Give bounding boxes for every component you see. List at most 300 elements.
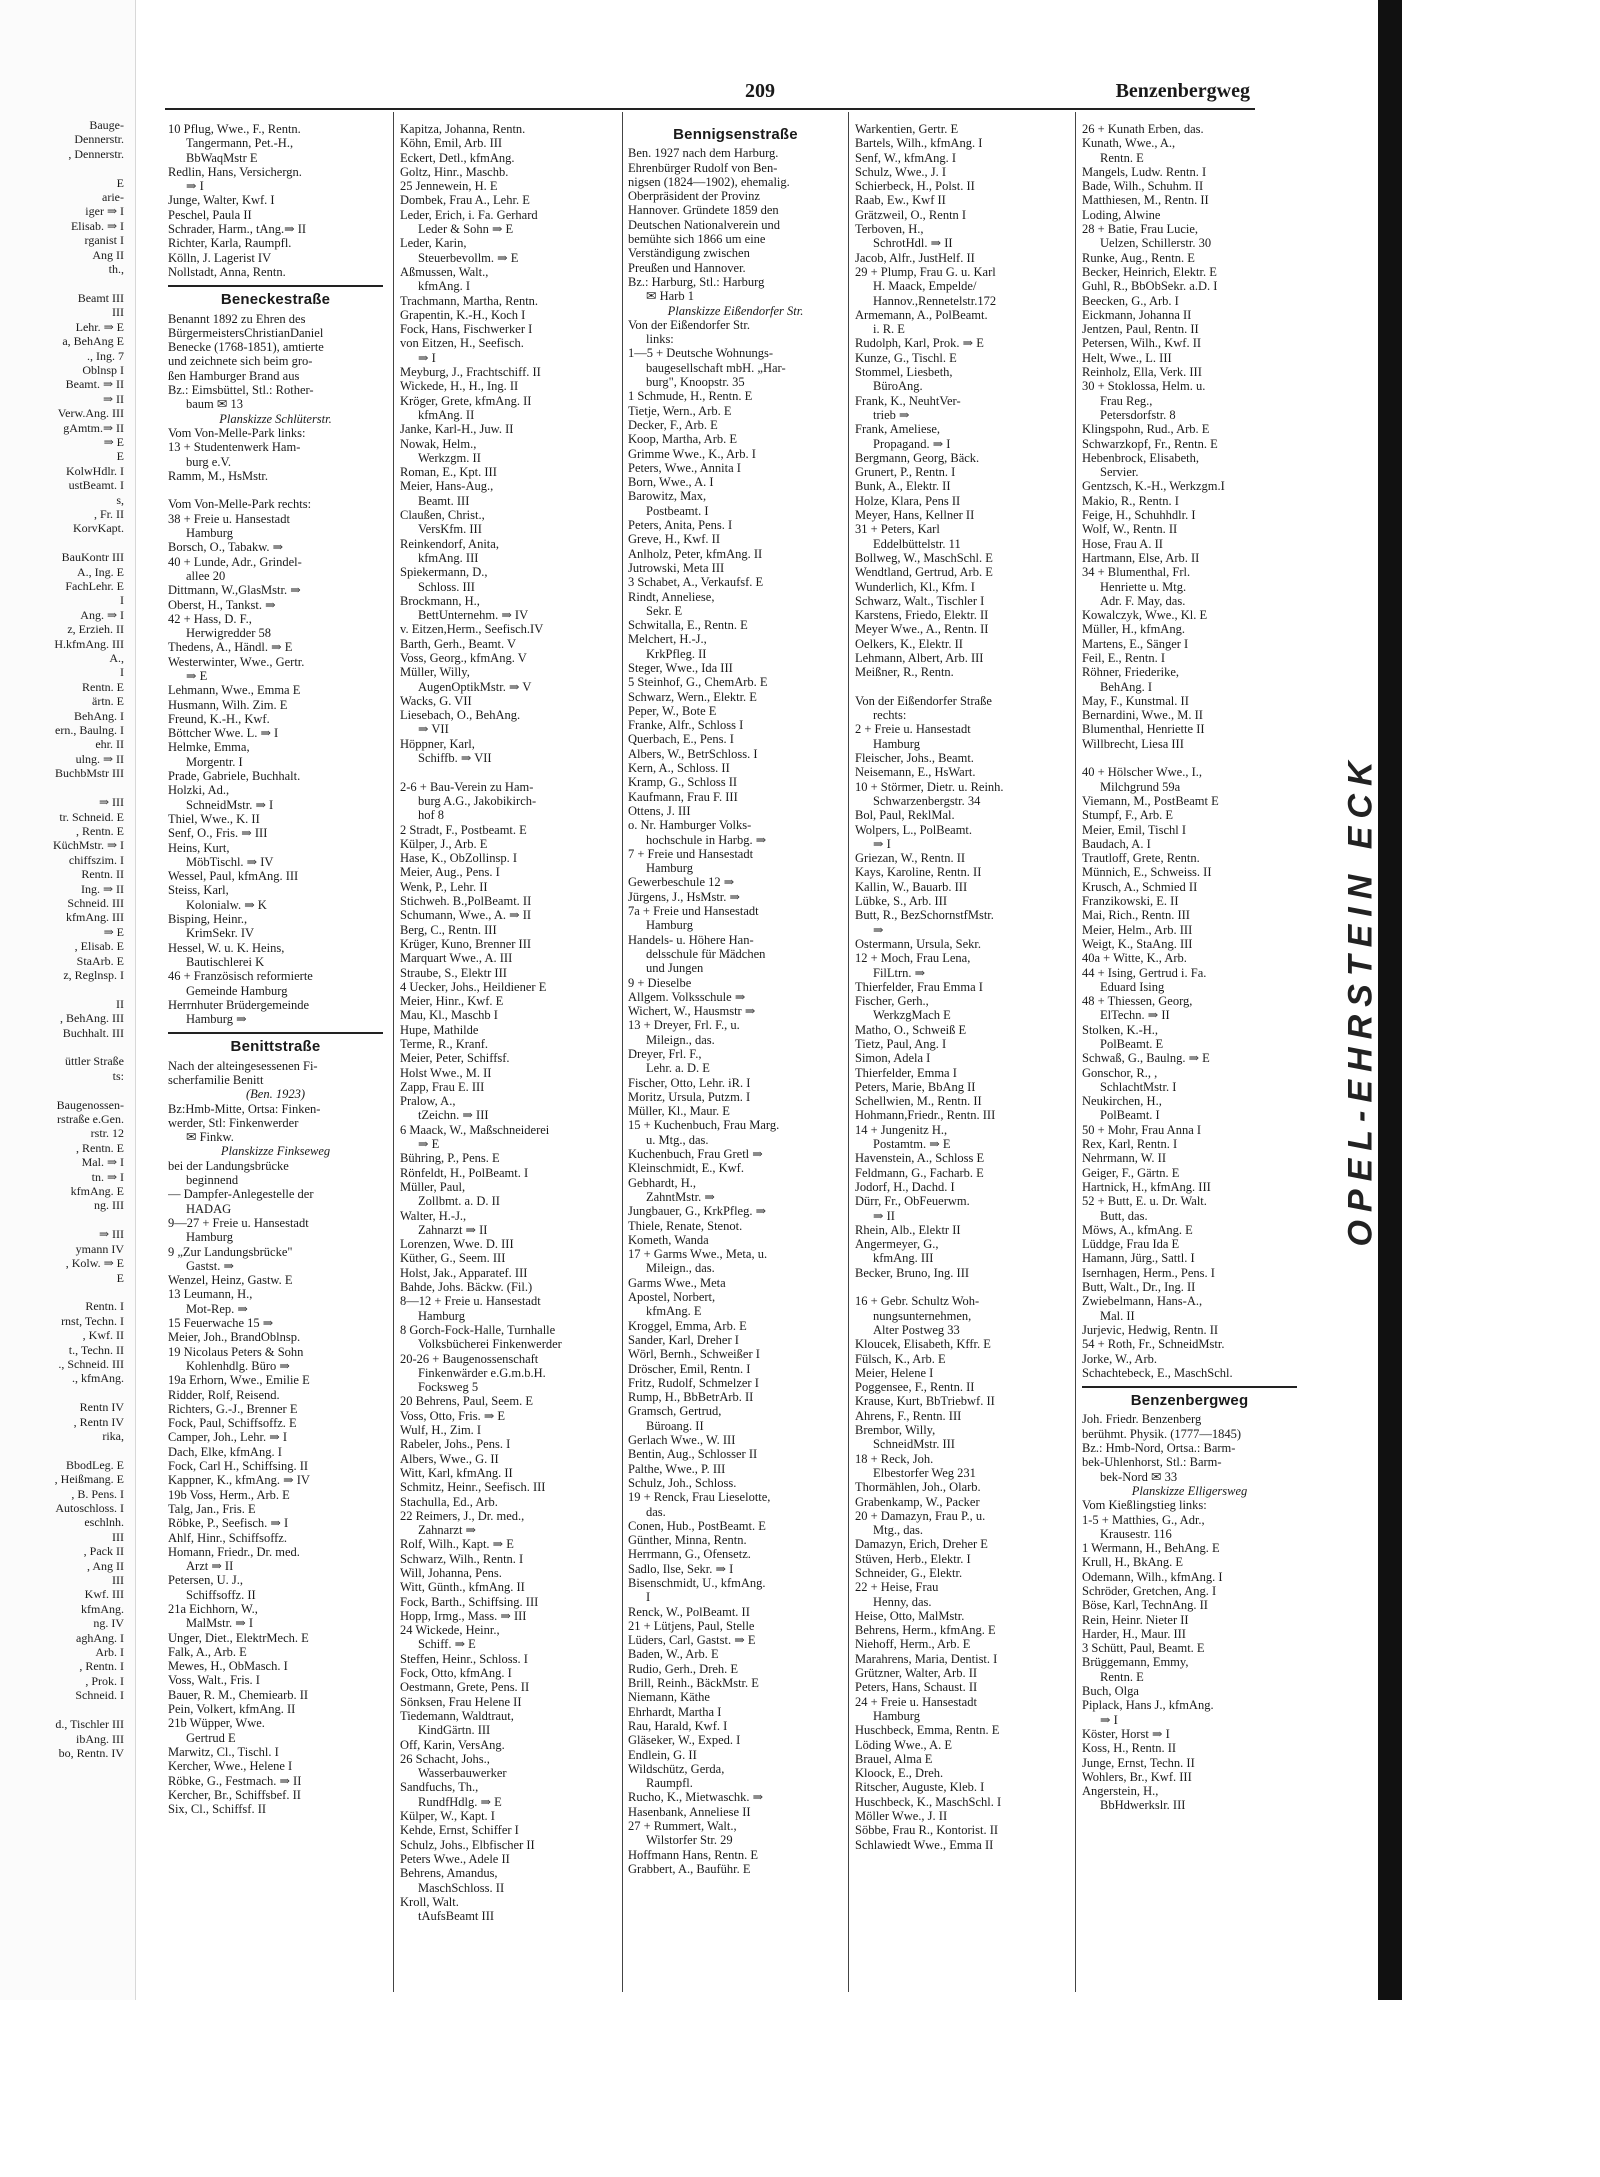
directory-entry: Fischer, Otto, Lehr. iR. I: [628, 1075, 751, 1090]
edge-fragment: E: [116, 449, 124, 464]
entry-continuation: Schiffsoffz. II: [186, 1587, 256, 1602]
directory-entry: 22 Reimers, J., Dr. med.,: [400, 1508, 525, 1523]
edge-fragment: kfmAng.: [81, 1601, 124, 1616]
directory-entry: Gerlach Wwe., W. III: [628, 1433, 736, 1448]
directory-entry: Fock, Barth., Schiffsing. III: [400, 1594, 539, 1609]
entry-continuation: Mal. II: [1100, 1308, 1135, 1323]
directory-entry: Meyer, Hans, Kellner II: [855, 508, 975, 523]
directory-entry: Bergmann, Georg, Bäck.: [855, 450, 980, 465]
edge-fragment: E: [116, 175, 124, 190]
directory-entry: 48 + Thiessen, Georg,: [1082, 994, 1193, 1009]
directory-entry: 38 + Freie u. Hansestadt: [168, 511, 290, 526]
directory-entry: Melchert, H.-J.,: [628, 632, 707, 647]
directory-entry: 1 Wermann, H., BehAng. E: [1082, 1541, 1220, 1556]
directory-entry: Rudio, Gerh., Dreh. E: [628, 1661, 739, 1676]
directory-entry: Peters, Marie, BbAng II: [855, 1079, 976, 1094]
directory-entry: 15 + Kuchenbuch, Frau Marg.: [628, 1118, 780, 1133]
vertical-advert-strip: [1341, 150, 1380, 1850]
directory-entry: werder, Stl: Finkenwerder: [168, 1115, 299, 1130]
edge-fragment: , Heißmang. E: [54, 1472, 124, 1487]
section-rule: [168, 285, 383, 287]
edge-fragment: z, Reglnsp. I: [63, 967, 124, 982]
directory-entry: Voss, Otto, Fris. ⇒ E: [400, 1408, 506, 1423]
entry-continuation: KindGärtn. III: [418, 1723, 491, 1738]
entry-continuation: Volksbücherei Finkenwerder: [418, 1337, 562, 1352]
directory-entry: Schulz, Wwe., J. I: [855, 164, 947, 179]
directory-entry: Wunderlich, Kl., Kfm. I: [855, 579, 975, 594]
directory-entry: Trachmann, Martha, Rentn.: [400, 293, 539, 308]
directory-entry: Tietje, Wern., Arb. E: [628, 403, 732, 418]
directory-entry: Bisping, Heinr.,: [168, 912, 248, 927]
directory-entry: Ramm, M., HsMstr.: [168, 468, 269, 483]
entry-continuation: Butt, das.: [1100, 1208, 1148, 1223]
directory-entry: Joh. Friedr. Benzenberg: [1082, 1412, 1202, 1427]
entry-continuation: I: [646, 1590, 651, 1605]
directory-entry: Jorke, W., Arb.: [1082, 1351, 1157, 1366]
edge-fragment: bo, Rentn. IV: [58, 1745, 124, 1760]
edge-fragment: Lehr. ⇒ E: [75, 319, 124, 334]
directory-entry: Fock, Otto, kfmAng. I: [400, 1666, 512, 1681]
entry-continuation: Mtg., das.: [873, 1523, 923, 1538]
directory-entry: 19 Nicolaus Peters & Sohn: [168, 1344, 304, 1359]
entry-continuation: AugenOptikMstr. ⇒ V: [418, 679, 532, 694]
entry-continuation: Finkenwärder e.G.m.b.H.: [418, 1365, 546, 1380]
directory-entry: Harder, H., Maur. III: [1082, 1626, 1186, 1641]
entry-continuation: burg", Knoopstr. 35: [646, 375, 745, 390]
directory-entry: Sandfuchs, Th.,: [400, 1780, 479, 1795]
directory-entry: Grützner, Walter, Arb. II: [855, 1666, 978, 1681]
directory-entry: 3 Schütt, Paul, Beamt. E: [1082, 1641, 1205, 1656]
directory-entry: 7 + Freie und Hansestadt: [628, 846, 754, 861]
directory-entry: Vom Von-Melle-Park rechts:: [168, 497, 312, 512]
entry-continuation: Schiffb. ⇒ VII: [418, 751, 492, 766]
street-heading: Benittstraße: [230, 1038, 321, 1056]
directory-entry: [855, 1280, 1070, 1294]
directory-entry: Handels- u. Höhere Han-: [628, 932, 754, 947]
directory-entry: Schierbeck, H., Polst. II: [855, 179, 975, 194]
directory-entry: 17 + Garms Wwe., Meta, u.: [628, 1247, 768, 1262]
directory-entry: 20 Behrens, Paul, Seem. E: [400, 1394, 533, 1409]
edge-fragment: ⇒ III: [98, 1227, 124, 1242]
directory-entry: Dreyer, Frl. F.,: [628, 1047, 702, 1061]
directory-entry: Kloock, E., Dreh.: [855, 1766, 944, 1781]
entry-continuation: Mot-Rep. ⇒: [186, 1301, 248, 1316]
edge-fragment: III: [112, 1573, 124, 1588]
directory-entry: Lüders, Carl, Gastst. ⇒ E: [628, 1633, 756, 1648]
directory-entry: 2-6 + Bau-Verein zu Ham-: [400, 779, 534, 794]
directory-entry: Baudach, A. I: [1082, 836, 1151, 851]
directory-entry: Grimme Wwe., K., Arb. I: [628, 446, 756, 461]
directory-entry: 40 + Hölscher Wwe., I.,: [1082, 765, 1202, 780]
directory-entry: Peters Wwe., Adele II: [400, 1851, 510, 1866]
directory-entry: Born, Wwe., A. I: [628, 475, 714, 490]
directory-entry: Koss, H., Rentn. II: [1082, 1741, 1177, 1756]
directory-entry: Hupe, Mathilde: [400, 1022, 479, 1037]
directory-entry: 16 + Gebr. Schultz Woh-: [855, 1294, 980, 1309]
directory-entry: Oestmann, Grete, Pens. II: [400, 1680, 530, 1695]
directory-entry: Thiel, Wwe., K. II: [168, 811, 260, 826]
directory-entry: 28 + Batie, Frau Lucie,: [1082, 222, 1199, 237]
directory-entry: Böttcher Wwe. L. ⇒ I: [168, 726, 279, 741]
directory-entry: Külper, J., Arb. E: [400, 836, 488, 851]
directory-entry: Terboven, H.,: [855, 222, 924, 237]
edge-fragment: d., Tischler III: [55, 1717, 124, 1732]
directory-entry: Aßmussen, Walt.,: [400, 264, 489, 279]
directory-entry: [400, 765, 615, 779]
directory-entry: Möws, A., kfmAng. E: [1082, 1222, 1193, 1237]
directory-entry: Spiekermann, D.,: [400, 565, 488, 580]
directory-entry: Lüddge, Frau Ida E: [1082, 1237, 1180, 1252]
edge-fragment: ärtn. E: [92, 694, 124, 709]
entry-continuation: kfmAng. II: [418, 407, 475, 422]
directory-entry: Claußen, Christ.,: [400, 508, 485, 523]
directory-entry: Bauer, R. M., Chemiearb. II: [168, 1687, 309, 1702]
plan-reference: Planskizze Schlüterstr.: [219, 411, 332, 426]
directory-entry: Neisemann, E., HsWart.: [855, 765, 976, 780]
entry-continuation: das.: [646, 1504, 666, 1519]
directory-entry: Garms Wwe., Meta: [628, 1275, 726, 1290]
directory-entry: Bz.: Harburg, Stl.: Harburg: [628, 274, 765, 289]
directory-entry: 15 Feuerwache 15 ⇒: [168, 1316, 274, 1331]
directory-entry: Querbach, E., Pens. I: [628, 732, 734, 747]
directory-entry: Thierfelder, Frau Emma I: [855, 979, 983, 994]
directory-entry: [855, 680, 1070, 694]
entry-continuation: und Jungen: [646, 961, 704, 976]
entry-continuation: Kolonialw. ⇒ K: [186, 897, 267, 912]
directory-entry: Janke, Karl-H., Juw. II: [400, 422, 514, 437]
directory-entry: Witt, Karl, kfmAng. II: [400, 1465, 513, 1480]
directory-entry: Helt, Wwe., L. III: [1082, 350, 1172, 365]
directory-entry: Kallin, W., Bauarb. III: [855, 879, 968, 894]
directory-entry: Geiger, F., Gärtn. E: [1082, 1165, 1180, 1180]
edge-fragment: Schneid. III: [67, 895, 124, 910]
directory-entry: Gonschor, R., ,: [1082, 1065, 1158, 1080]
edge-fragment: [0, 1083, 128, 1097]
directory-entry: Off, Karin, VersAng.: [400, 1737, 505, 1752]
entry-continuation: links:: [646, 332, 674, 347]
entry-continuation: Krausestr. 116: [1100, 1526, 1172, 1541]
entry-continuation: Tangermann, Pet.-H.,: [186, 136, 294, 151]
edge-fragment: BbodLeg. E: [66, 1457, 124, 1472]
directory-entry: Sadlo, Ilse, Sekr. ⇒ I: [628, 1561, 734, 1576]
directory-entry: Rump, H., BbBetrArb. II: [628, 1390, 754, 1405]
entry-continuation: Hamburg ⇒: [186, 1012, 247, 1027]
directory-entry: bei der Landungsbrücke: [168, 1158, 289, 1173]
directory-entry: Mai, Rich., Rentn. III: [1082, 908, 1190, 923]
directory-entry: Thiele, Renate, Stenot.: [628, 1218, 743, 1233]
directory-entry: Fock, Carl H., Schiffsing. II: [168, 1459, 309, 1474]
edge-fragment: A.,: [109, 651, 124, 666]
directory-entry: 12 + Moch, Frau Lena,: [855, 951, 971, 966]
directory-entry: Fock, Hans, Fischwerker I: [400, 322, 533, 337]
entry-continuation: Steuerbevollm. ⇒ E: [418, 250, 519, 265]
directory-entry: Löding Wwe., A. E: [855, 1737, 952, 1752]
directory-entry: Feldmann, G., Facharb. E: [855, 1165, 984, 1180]
entry-continuation: Lehr. a. D. E: [646, 1061, 710, 1076]
directory-entry: Becker, Bruno, Ing. III: [855, 1265, 970, 1280]
entry-continuation: FilLtrn. ⇒: [873, 965, 926, 980]
directory-entry: 24 + Freie u. Hansestadt: [855, 1694, 977, 1709]
directory-entry: Kowalczyk, Wwe., Kl. E: [1082, 608, 1208, 623]
directory-entry: Lorenzen, Wwe. D. III: [400, 1237, 514, 1252]
directory-entry: Kroll, Walt.: [400, 1894, 459, 1909]
directory-entry: Schröder, Gretchen, Ang. I: [1082, 1583, 1217, 1598]
entry-continuation: Hamburg: [186, 526, 233, 541]
directory-entry: Huschbeck, Emma, Rentn. E: [855, 1723, 1000, 1738]
directory-entry: Meier, Helene I: [855, 1365, 934, 1380]
edge-fragment: , Kolw. ⇒ E: [65, 1256, 124, 1271]
directory-entry: Anlholz, Peter, kfmAng. II: [628, 546, 763, 561]
directory-entry: Ehrhardt, Martha I: [628, 1704, 722, 1719]
column-4: [855, 122, 1070, 1992]
directory-entry: Klingspohn, Rud., Arb. E: [1082, 422, 1210, 437]
directory-entry: Junge, Ernst, Techn. II: [1082, 1755, 1195, 1770]
directory-entry: Thormählen, Joh., Olarb.: [855, 1480, 981, 1495]
directory-entry: Wolpers, L., PolBeamt.: [855, 822, 973, 837]
directory-entry: Homann, Friedr., Dr. med.: [168, 1544, 300, 1559]
directory-entry: Trautloff, Grete, Rentn.: [1082, 851, 1200, 866]
directory-entry: Albers, W., BetrSchloss. I: [628, 746, 758, 761]
directory-entry: 3 Schabet, A., Verkaufsf. E: [628, 575, 764, 590]
directory-entry: Kehde, Ernst, Schiffer I: [400, 1823, 519, 1838]
entry-continuation: Mileign., das.: [646, 1032, 715, 1047]
directory-entry: Zapp, Frau E. III: [400, 1079, 485, 1094]
entry-continuation: H. Maack, Empelde/: [873, 279, 977, 294]
directory-entry: Huschbeck, K., MaschSchl. I: [855, 1794, 1002, 1809]
directory-entry: Ottens, J. III: [628, 803, 691, 818]
directory-entry: Meier, Emil, Tischl I: [1082, 822, 1187, 837]
entry-continuation: Kohlenhdlg. Büro ⇒: [186, 1358, 290, 1373]
directory-entry: Meißner, R., Rentn.: [855, 665, 954, 680]
directory-entry: Husmann, Wilh. Zim. E: [168, 697, 288, 712]
directory-entry: Wenzel, Heinz, Gastw. E: [168, 1273, 293, 1288]
directory-entry: von Eitzen, H., Seefisch.: [400, 336, 524, 351]
directory-entry: Apostel, Norbert,: [628, 1290, 716, 1305]
column-divider: [848, 112, 849, 1992]
directory-entry: Wohlers, Br., Kwf. III: [1082, 1769, 1192, 1784]
directory-entry: Oelkers, K., Elektr. II: [855, 636, 963, 651]
edge-fragment: ehr. II: [95, 737, 124, 752]
directory-entry: Will, Johanna, Pens.: [400, 1565, 502, 1580]
directory-entry: und zeichnete sich beim gro-: [168, 354, 313, 369]
directory-entry: Bol, Paul, ReklMal.: [855, 808, 955, 823]
directory-entry: Voss, Georg., kfmAng. V: [400, 650, 527, 665]
entry-continuation: PolBeamt. E: [1100, 1037, 1164, 1051]
edge-fragment: ts:: [112, 1068, 124, 1083]
directory-entry: Nehrmann, W. II: [1082, 1151, 1167, 1166]
edge-fragment: , Rentn IV: [73, 1414, 124, 1429]
directory-entry: Hose, Frau A. II: [1082, 536, 1163, 551]
edge-fragment: rganist I: [84, 233, 124, 248]
directory-entry: Rau, Harald, Kwf. I: [628, 1718, 728, 1733]
street-heading: Bennigsenstraße: [673, 126, 798, 143]
directory-entry: nigsen (1824—1902), ehemalig.: [628, 174, 790, 189]
directory-entry: Allgem. Volksschule ⇒: [628, 989, 746, 1004]
header-rule: [165, 108, 1255, 110]
edge-fragment: ibAng. III: [76, 1731, 124, 1746]
directory-entry: Bentin, Aug., Schlosser II: [628, 1447, 758, 1462]
directory-entry: 2 + Freie u. Hansestadt: [855, 722, 971, 737]
directory-entry: Bartels, Wilh., kfmAng. I: [855, 136, 983, 151]
directory-entry: Schwarz, Wilh., Rentn. I: [400, 1551, 524, 1566]
edge-fragment: rstr. 12: [90, 1126, 124, 1141]
directory-entry: Koop, Martha, Arb. E: [628, 432, 738, 447]
directory-entry: Peschel, Paula II: [168, 207, 252, 222]
directory-entry: Sander, Karl, Dreher I: [628, 1332, 739, 1347]
edge-fragment: III: [112, 1529, 124, 1544]
edge-fragment: , Elisab. E: [74, 939, 124, 954]
edge-fragment: ., kfmAng.: [72, 1371, 124, 1386]
edge-fragment: Schneid. I: [75, 1688, 124, 1703]
entry-continuation: baum ✉ 13: [186, 397, 243, 412]
entry-continuation: SchlachtMstr. I: [1100, 1079, 1177, 1094]
directory-entry: Rindt, Anneliese,: [628, 589, 715, 604]
entry-continuation: i. R. E: [873, 322, 905, 337]
edge-fragment: Bauge-: [89, 118, 124, 132]
directory-entry: Guhl, R., BbObSekr. a.D. I: [1082, 279, 1218, 294]
directory-entry: Senf, O., Fris. ⇒ III: [168, 826, 268, 841]
edge-fragment: ng. III: [94, 1198, 124, 1213]
directory-entry: Richters, G.-J., Brenner E: [168, 1401, 298, 1416]
section-rule: [1082, 1386, 1297, 1388]
directory-entry: 30 + Stoklossa, Helm. u.: [1082, 379, 1206, 394]
directory-entry: Hopp, Irmg., Mass. ⇒ III: [400, 1608, 527, 1623]
directory-entry: Kaufmann, Frau F. III: [628, 789, 738, 804]
directory-entry: 22 + Heise, Frau: [855, 1580, 939, 1595]
directory-entry: Gebhardt, H.,: [628, 1175, 697, 1190]
directory-entry: Wörl, Bernh., Schweißer I: [628, 1347, 760, 1362]
entry-continuation: Zollbmt. a. D. II: [418, 1194, 500, 1209]
directory-entry: Steffen, Heinr., Schloss. I: [400, 1651, 528, 1666]
directory-entry: 19b Voss, Herm., Arb. E: [168, 1487, 290, 1502]
directory-entry: Six, Cl., Schiffsf. II: [168, 1802, 267, 1817]
entry-continuation: ✉ Harb 1: [646, 289, 694, 304]
directory-entry: Bz:Hmb-Mitte, Ortsa: Finken-: [168, 1101, 321, 1116]
directory-entry: Külper, W., Kapt. I: [400, 1809, 495, 1824]
edge-fragment: [0, 1443, 128, 1457]
directory-entry: Odemann, Wilh., kfmAng. I: [1082, 1569, 1223, 1584]
directory-entry: Stommel, Liesbeth,: [855, 365, 953, 380]
edge-fragment: ⇒ III: [98, 795, 124, 810]
directory-entry: Runke, Aug., Rentn. E: [1082, 250, 1195, 265]
directory-entry: Roman, E., Kpt. III: [400, 465, 497, 480]
directory-entry: Griezan, W., Rentn. II: [855, 851, 966, 866]
entry-continuation: Rentn. E: [1100, 150, 1144, 165]
entry-continuation: ⇒ E: [418, 1137, 440, 1152]
directory-entry: Matho, O., Schweiß E: [855, 1022, 967, 1037]
directory-entry: Schwitalla, E., Rentn. E: [628, 618, 748, 633]
directory-entry: Schellwien, M., Rentn. II: [855, 1094, 982, 1109]
directory-entry: Wulf, H., Zim. I: [400, 1423, 482, 1438]
entry-continuation: Alter Postweg 33: [873, 1322, 960, 1337]
directory-entry: 20-26 + Baugenossenschaft: [400, 1351, 539, 1366]
directory-entry: Schwarz, Walt., Tischler I: [855, 593, 985, 608]
entry-continuation: bek-Nord ✉ 33: [1100, 1469, 1178, 1484]
directory-entry: 2 Stradt, F., Postbeamt. E: [400, 822, 527, 837]
directory-entry: Unger, Diet., ElektrMech. E: [168, 1630, 309, 1645]
directory-entry: Becker, Heinrich, Elektr. E: [1082, 264, 1217, 279]
edge-fragment: üttler Straße: [65, 1054, 124, 1069]
entry-continuation: Leder & Sohn ⇒ E: [418, 222, 514, 237]
entry-continuation: ⇒ I: [873, 836, 891, 851]
edge-fragment: [0, 536, 128, 550]
entry-continuation: MaschSchloss. II: [418, 1880, 505, 1895]
directory-entry: Niemann, Käthe: [628, 1690, 710, 1705]
column-3: [628, 122, 843, 1992]
directory-entry: Steiss, Karl,: [168, 883, 229, 898]
directory-entry: 54 + Roth, Fr., SchneidMstr.: [1082, 1337, 1225, 1352]
directory-entry: Röbke, G., Festmach. ⇒ II: [168, 1773, 302, 1788]
directory-entry: Weigt, K., StaAng. III: [1082, 936, 1193, 951]
directory-entry: Wichert, W., Hausmstr ⇒: [628, 1004, 756, 1019]
directory-entry: Hamann, Jürg., Sattl. I: [1082, 1251, 1195, 1266]
directory-entry: Kays, Karoline, Rentn. II: [855, 865, 982, 880]
edge-fragment: arie-: [102, 190, 124, 205]
directory-entry: Rolf, Wilh., Kapt. ⇒ E: [400, 1537, 514, 1552]
directory-entry: Kunze, G., Tischl. E: [855, 350, 957, 365]
entry-continuation: Focksweg 5: [418, 1380, 479, 1395]
directory-entry: 19 + Renck, Frau Lieselotte,: [628, 1490, 771, 1505]
directory-entry: Fock, Paul, Schiffsoffz. E: [168, 1416, 297, 1431]
entry-continuation: Uelzen, Schillerstr. 30: [1100, 236, 1212, 251]
directory-entry: Grabenkamp, W., Packer: [855, 1494, 980, 1509]
directory-entry: Schrader, Harm., tAng.⇒ II: [168, 222, 307, 237]
directory-entry: Bade, Wilh., Schuhm. II: [1082, 179, 1204, 194]
edge-fragment: II: [116, 996, 124, 1011]
directory-entry: Mewes, H., ObMasch. I: [168, 1659, 288, 1674]
directory-entry: Marwitz, Cl., Tischl. I: [168, 1744, 279, 1759]
edge-fragment: KolwHdlr. I: [66, 463, 124, 478]
directory-entry: Kapitza, Johanna, Rentn.: [400, 122, 526, 136]
entry-continuation: Hamburg: [873, 736, 920, 751]
entry-continuation: tAufsBeamt III: [418, 1909, 495, 1924]
entry-continuation: Gastst. ⇒: [186, 1258, 234, 1273]
directory-entry: Voss, Walt., Fris. I: [168, 1673, 260, 1688]
entry-continuation: Hamburg: [646, 861, 693, 876]
directory-entry: 13 Leumann, H.,: [168, 1287, 253, 1302]
edge-fragment: [0, 1040, 128, 1054]
directory-entry: Bisenschmidt, U., kfmAng.: [628, 1575, 766, 1590]
directory-entry: Behrens, Herm., kfmAng. E: [855, 1623, 996, 1638]
entry-continuation: Schwarzenbergstr. 34: [873, 793, 981, 808]
entry-continuation: Frau Reg.,: [1100, 393, 1153, 408]
running-head: Benzenbergweg: [1115, 80, 1250, 102]
directory-entry: Thedens, A., Händl. ⇒ E: [168, 640, 293, 655]
edge-fragment: Ang. ⇒ I: [80, 607, 124, 622]
edge-fragment: , Fr. II: [94, 506, 124, 521]
directory-entry: Schlawiedt Wwe., Emma II: [855, 1837, 994, 1852]
directory-entry: 20 + Damazyn, Frau P., u.: [855, 1508, 986, 1523]
directory-entry: Röbke, P., Seefisch. ⇒ I: [168, 1516, 289, 1531]
directory-entry: Rönfeldt, H., PolBeamt. I: [400, 1165, 529, 1180]
directory-entry: 19a Erhorn, Wwe., Emilie E: [168, 1373, 310, 1388]
entry-continuation: SchneidMstr. ⇒ I: [186, 797, 274, 812]
edge-fragment: [0, 161, 128, 175]
directory-entry: Böse, Karl, TechnAng. II: [1082, 1598, 1208, 1613]
directory-entry: Fülsch, K., Arb. E: [855, 1351, 946, 1366]
directory-entry: 9 „Zur Landungsbrücke": [168, 1244, 293, 1259]
directory-entry: Leder, Erich, i. Fa. Gerhard: [400, 207, 538, 222]
directory-entry: Bunk, A., Elektr. II: [855, 479, 951, 494]
directory-entry: Baden, W., Arb. E: [628, 1647, 719, 1662]
directory-entry: Kloucek, Elisabeth, Kffr. E: [855, 1337, 991, 1352]
entry-continuation: ZahntMstr. ⇒: [646, 1189, 715, 1204]
directory-entry: Hasenbank, Anneliese II: [628, 1804, 751, 1819]
directory-entry: Meier, Joh., BrandOblnsp.: [168, 1330, 301, 1345]
vertical-advert-text: OPEL-EHRSTEIN ECK: [1341, 753, 1380, 1247]
directory-entry: Falk, A., Arb. E: [168, 1644, 247, 1659]
directory-entry: Ehrenbürger Rudolf von Ben-: [628, 160, 778, 175]
